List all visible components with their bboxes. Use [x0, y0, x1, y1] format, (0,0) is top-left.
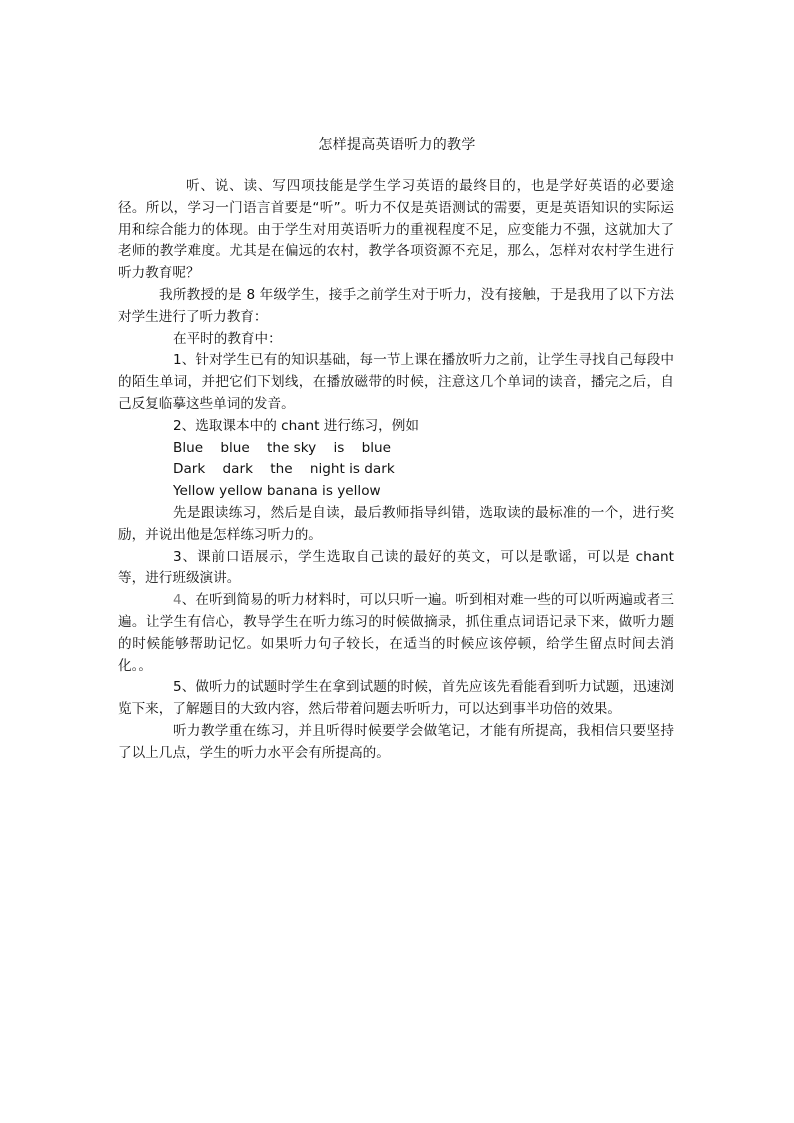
document-title: 怎样提高英语听力的教学 — [318, 137, 476, 153]
chant-line-3: Yellow yellow banana is yellow — [173, 483, 381, 500]
item-4-text: 、在听到简易的听力材料时，可以只听一遍。听到相对难一些的可以听两遍或者三遍。让学生有信心，教导学生在听力练习的时候做摘录，抓住重点词语记录下来，做听力题的时候能够帮助记忆。如果听力句子较长，在适当的时候应该停顿，给学生留点时间去消化。。 — [118, 592, 674, 674]
paragraph-item-5: 5、做听力的试题时学生在拿到试题的时候，首先应该先看能看到听力试题，迅速浏览下来，了解题目的大致内容，然后带着问题去听听力，可以达到事半功倍的效果。 — [118, 679, 674, 718]
paragraph-item-1: 1、针对学生已有的知识基础，每一节上课在播放听力之前，让学生寻找自己每段中的陌生单词，并把它们下划线，在播放磁带的时候，注意这几个单词的读音，播完之后，自己反复临摹这些单词的发音。 — [118, 352, 674, 412]
paragraph-usual: 在平时的教育中： — [173, 330, 282, 347]
paragraph-conclusion: 听力教学重在练习，并且听得时候要学会做笔记，才能有所提高，我相信只要坚持了以上几点，学生的听力水平会有所提高的。 — [118, 722, 674, 761]
paragraph-after-chant: 先是跟读练习，然后是自读，最后教师指导纠错，选取读的最标准的一个，进行奖励，并说出他是怎样练习听力的。 — [118, 504, 674, 543]
item-4-number: 4 — [173, 592, 182, 609]
paragraph-item-4 — [118, 590, 674, 677]
document-body — [118, 176, 674, 765]
chant-line-2: Dark dark the night is dark — [173, 461, 395, 478]
paragraph-intro: 听、说、读、写四项技能是学生学习英语的最终目的，也是学好英语的必要途径。所以，学习一门语言首要是“听”。听力不仅是英语测试的需要，更是英语知识的实际运用和综合能力的体现。由于学生对用英语听力的重视程度不足，应变能力不强，这就加大了老师的教学难度。尤其是在偏远的农村，教学各项资源不充足，那么，怎样对农村学生进行听力教育呢？ — [118, 178, 674, 282]
paragraph-item-2: 2、选取课本中的 chant 进行练习，例如 — [173, 417, 419, 434]
paragraph-item-3: 3、课前口语展示，学生选取自己读的最好的英文，可以是歌谣，可以是 chant 等，进行班级演讲。 — [118, 548, 674, 587]
chant-line-1: Blue blue the sky is blue — [173, 439, 391, 456]
paragraph-teaching: 我所教授的是 8 年级学生，接手之前学生对于听力，没有接触，于是我用了以下方法对学生进行了听力教育： — [118, 286, 674, 325]
